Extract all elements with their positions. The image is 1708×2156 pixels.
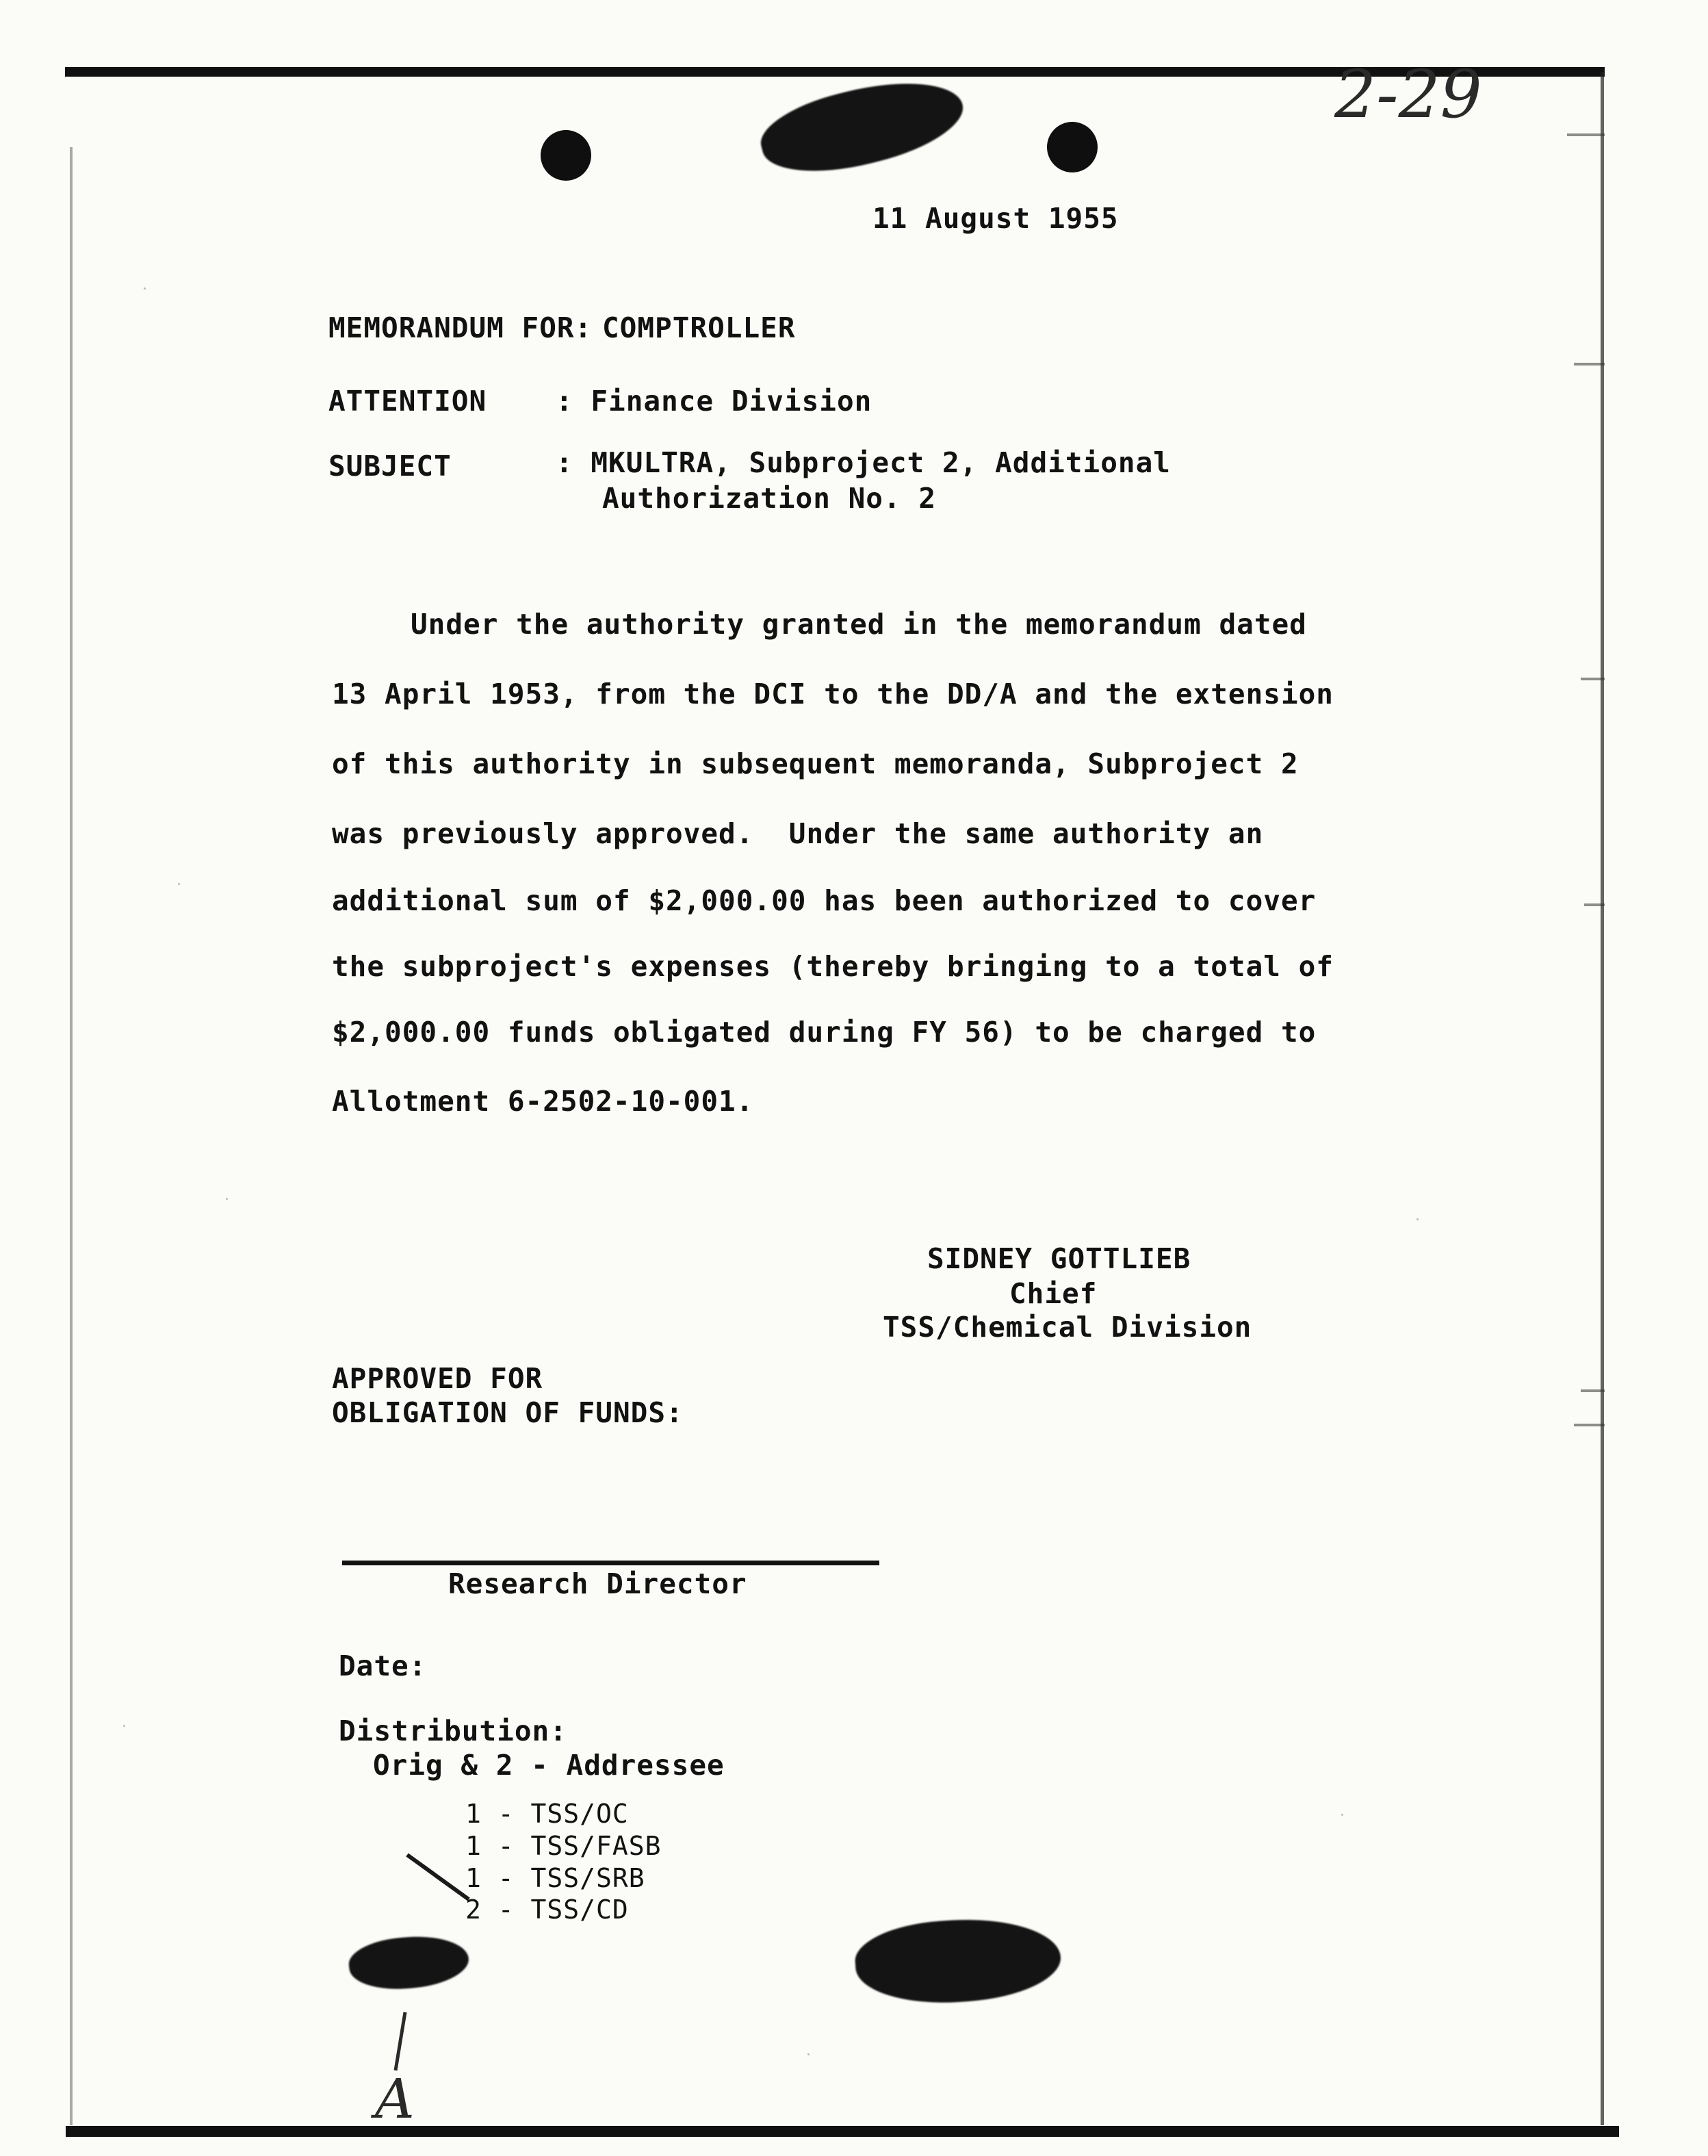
signature-division: TSS/Chemical Division (883, 1311, 1252, 1344)
edge-mark (1581, 678, 1605, 680)
handwritten-stroke (383, 2009, 417, 2074)
body-line: the subproject's expenses (thereby bringing to a total of (332, 950, 1334, 983)
scan-left-edge (70, 147, 73, 2125)
research-director-label: Research Director (448, 1567, 747, 1600)
subject-label: SUBJECT (328, 450, 452, 483)
subject-line-2: Authorization No. 2 (602, 482, 936, 515)
redaction-bottom-right (853, 1913, 1063, 2010)
scan-speck (807, 2053, 810, 2055)
distribution-item: 1 - TSS/SRB (465, 1863, 645, 1893)
memorandum-for-value: COMPTROLLER (602, 311, 796, 344)
scan-speck (144, 287, 146, 290)
signature-title: Chief (1009, 1277, 1098, 1310)
punch-hole-left (541, 130, 591, 181)
body-line: additional sum of $2,000.00 has been authorized to cover (332, 884, 1317, 917)
approval-signature-line (342, 1561, 879, 1565)
attention-label: ATTENTION (328, 385, 487, 418)
body-line: Allotment 6-2502-10-001. (332, 1085, 754, 1118)
distribution-label: Distribution: (339, 1715, 567, 1747)
scan-speck (226, 1198, 228, 1200)
redaction-top (753, 65, 971, 188)
scan-bottom-border (66, 2126, 1619, 2137)
redaction-bottom-left (347, 1931, 471, 1994)
attention-value: : Finance Division (556, 385, 872, 418)
edge-mark (1584, 903, 1605, 906)
memorandum-for-label: MEMORANDUM FOR: (328, 311, 593, 344)
scan-speck (178, 883, 180, 885)
scan-right-edge (1601, 72, 1604, 2125)
approved-for-label: APPROVED FOR (332, 1362, 543, 1395)
body-line: $2,000.00 funds obligated during FY 56) to be charged to (332, 1016, 1317, 1049)
date-label: Date: (339, 1650, 427, 1682)
punch-hole-right (1047, 122, 1098, 172)
scan-speck (1341, 1814, 1343, 1816)
handwritten-bottom-mark: A (375, 2067, 415, 2131)
obligation-of-funds-label: OBLIGATION OF FUNDS: (332, 1396, 684, 1429)
scan-speck (1416, 1218, 1419, 1220)
memo-date: 11 August 1955 (872, 202, 1119, 235)
body-line: 13 April 1953, from the DCI to the DD/A and the extension (332, 678, 1334, 710)
distribution-item: 1 - TSS/FASB (465, 1831, 662, 1861)
edge-mark (1574, 1424, 1605, 1426)
distribution-item: 1 - TSS/OC (465, 1799, 629, 1829)
body-line: was previously approved. Under the same authority an (332, 817, 1264, 850)
edge-mark (1581, 1389, 1605, 1392)
scan-speck (123, 1725, 125, 1727)
edge-mark (1567, 133, 1605, 136)
body-line: Under the authority granted in the memorandum dated (411, 608, 1307, 641)
body-line: of this authority in subsequent memoranda, Subproject 2 (332, 747, 1299, 780)
check-mark (404, 1848, 479, 1910)
signature-name: SIDNEY GOTTLIEB (927, 1242, 1191, 1275)
handwritten-doc-number: 2-29 (1334, 56, 1482, 133)
subject-line-1: : MKULTRA, Subproject 2, Additional (556, 446, 1171, 479)
distribution-item: Orig & 2 - Addressee (373, 1749, 725, 1782)
distribution-item: 2 - TSS/CD (465, 1895, 629, 1925)
edge-mark (1574, 363, 1605, 365)
